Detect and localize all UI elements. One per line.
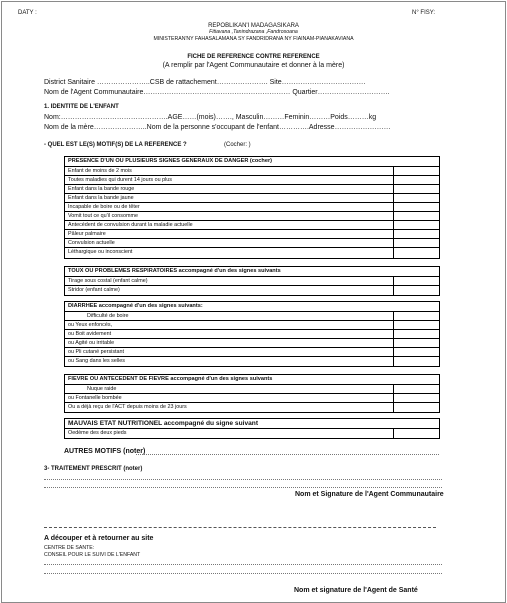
table-row[interactable]: Pâleur palmaire [65,230,439,239]
table-row[interactable]: Oedème des deux pieds [68,430,127,436]
table-row[interactable]: Enfant dans la bande jaune [65,194,439,203]
form-title: FICHE DE REFERENCE CONTRE REFERENCE [187,54,320,60]
checkbox-column-divider [393,312,394,366]
table-row[interactable]: Incapable de boire ou de têter [65,203,439,212]
ministry-name: MINISTERAN'NY FAHASALAMANA SY FANDRIDRANA NY FIAINAM-PIANAKAVIANA [153,36,354,42]
section-danger-signs [64,156,440,259]
agent-name-line[interactable]: Nom de l'Agent Communautaire……………………………………………………… Quartier…………………………. [44,89,390,96]
table-row[interactable]: Stridor (enfant calme) [68,287,120,293]
table-row[interactable]: Tirage sous costal (enfant calme) [65,277,439,286]
conseil-line[interactable] [44,573,442,574]
traitement-line[interactable] [44,479,442,480]
child-identity-line[interactable]: Nom:……………………………………….AGE……(mois)……., Masculin………Feminin………Poids………kg [44,114,377,121]
mother-identity-line[interactable]: Nom de la mère…………………..Nom de la personne s'occupant de l'enfant………….Adresse…………………… [44,124,391,131]
section-header: MAUVAIS ETAT NUTRITIONEL accompagné du signe suivant [65,419,439,429]
coupon-heading: A découper et à retourner au site [44,535,154,542]
centre-sante-label: CENTRE DE SANTE: [44,545,95,551]
motif-heading: - QUEL EST LE(S) MOTIF(S) DE LA REFERENCE ? [44,142,187,148]
republic-name: REPOBLIKAN'I MADAGASIKARA [208,23,299,29]
table-row[interactable]: Ou a déjà reçu de l'ACT depuis moins de 23 jours [68,404,187,410]
national-motto: Fitiavana ,Tanindrazana ,Fandrosoana [209,29,298,35]
section-diarrhea [64,301,440,367]
table-row[interactable]: Enfant dans la bande rouge [65,185,439,194]
table-row[interactable]: Nuque raide [65,385,439,394]
autres-motifs-label: AUTRES MOTIFS (noter) [64,448,146,455]
table-row[interactable]: Enfant de moins de 2 mois [65,167,439,176]
section-header: DIARRHEE accompagné d'un des signes suivants: [65,302,439,312]
section-header: TOUX OU PROBLEMES RESPIRATOIRES accompagné d'un des signes suivants [65,267,439,277]
daty-label: DATY : [18,10,37,16]
cut-line [44,527,436,528]
table-row[interactable]: ou Pli cutané persistant [65,348,439,357]
section-fever [64,374,440,413]
checkbox-column-divider [393,429,394,438]
table-row[interactable]: Antecédent de convulsion durant la maladie actuelle [65,221,439,230]
autres-motifs-field[interactable] [136,454,439,455]
motif-hint: (Cocher: ) [224,142,251,148]
table-row[interactable]: ou Agité ou irritable [65,339,439,348]
table-row[interactable]: Léthargique ou inconscient [68,249,133,255]
section-nutrition [64,418,440,439]
conseil-line[interactable] [44,564,442,565]
table-row[interactable]: ou Boit avidement [65,330,439,339]
section-header: FIEVRE OU ANTECEDENT DE FIEVRE accompagné d'un des signes suivants [65,375,439,385]
table-row[interactable]: Vomit tout ce qu'il consomme [65,212,439,221]
table-row[interactable]: ou Sang dans les selles [68,358,125,364]
agent-communautaire-signature: Nom et Signature de l'Agent Communautaire [295,491,444,498]
traitement-line[interactable] [44,487,442,488]
form-subtitle: (A remplir par l'Agent Communautaire et donner à la mère) [162,62,345,69]
table-row[interactable]: Convulsion actuelle [65,239,439,248]
checkbox-column-divider [393,277,394,295]
table-row[interactable]: Toutes maladies qui durent 14 jours ou plus [65,176,439,185]
table-row[interactable]: ou Yeux enfoncés, [65,321,439,330]
identity-heading: 1. IDENTITE DE L'ENFANT [44,104,119,110]
table-row[interactable]: ou Fontanelle bombée [65,394,439,403]
conseil-suivi-label: CONSEIL POUR LE SUIVI DE L'ENFANT [44,552,141,558]
traitement-heading: 3- TRAITEMENT PRESCRIT (noter) [44,466,143,472]
checkbox-column-divider [393,385,394,412]
agent-sante-signature: Nom et signature de l'Agent de Santé [294,587,418,594]
table-row[interactable]: Difficulté de boire [65,312,439,321]
checkbox-column-divider [393,167,394,258]
section-header: PRESENCE D'UN OU PLUSIEURS SIGNES GENERAUX DE DANGER (cocher) [65,157,439,167]
fisy-label: N° FISY: [412,10,436,16]
section-respiratory [64,266,440,296]
district-line[interactable]: District Sanitaire …………………..CSB de rattachement…………………. Site……………………………… [44,79,366,86]
